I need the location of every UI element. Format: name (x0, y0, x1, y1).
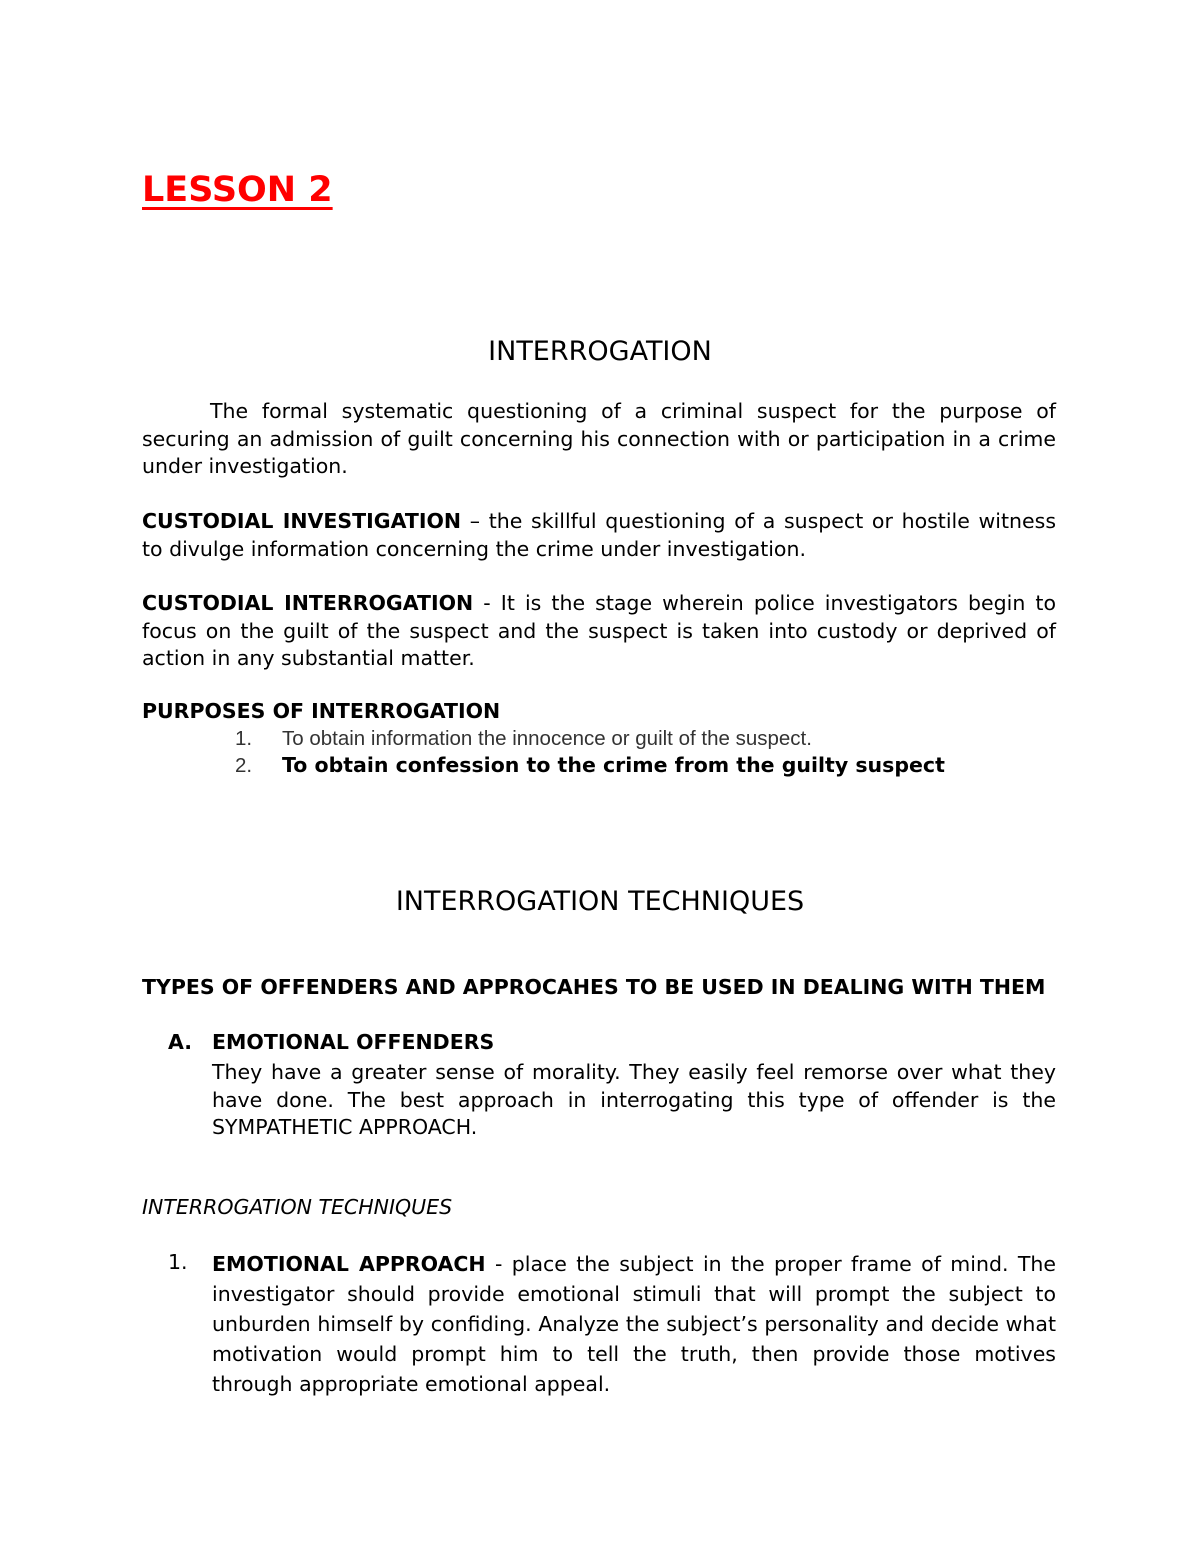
technique-1-text: - place the subject in the proper frame of mind. The investigator should provide emotional stimuli that will prompt the subject to unburden himself by confiding. Analyze the subject’s personality and decide what motivation would prompt him to tell the truth, then provide those motives through appropriate emotional appeal. (212, 1252, 1056, 1396)
section-title-interrogation: INTERROGATION (488, 336, 712, 367)
technique-1-term: EMOTIONAL APPROACH (212, 1252, 486, 1276)
techniques-subheading: INTERROGATION TECHNIQUES (142, 1195, 453, 1219)
purpose-number-1: 1. (235, 727, 253, 750)
purpose-item-2: To obtain confession to the crime from the guilty suspect (282, 753, 945, 777)
technique-1-paragraph (212, 1249, 1056, 1399)
custodial-investigation-text: – the skillful questioning of a suspect or hostile witness to divulge information concerning the crime under investigation. (142, 509, 1056, 561)
purpose-item-1: To obtain information the innocence or guilt of the suspect. (282, 727, 812, 750)
section-title-techniques: INTERROGATION TECHNIQUES (395, 886, 805, 917)
purpose-number-2: 2. (235, 754, 253, 777)
interrogation-definition: The formal systematic questioning of a criminal suspect for the purpose of securing an admission of guilt concerning his connection with or participation in a crime under investigation. (142, 399, 1056, 478)
custodial-interrogation-term: CUSTODIAL INTERROGATION (142, 591, 474, 615)
custodial-investigation-term: CUSTODIAL INVESTIGATION (142, 509, 462, 533)
technique-1-number: 1. (168, 1250, 188, 1274)
purposes-heading: PURPOSES OF INTERROGATION (142, 699, 501, 723)
offender-a-title: EMOTIONAL OFFENDERS (212, 1030, 495, 1054)
offender-types-heading: TYPES OF OFFENDERS AND APPROCAHES TO BE USED IN DEALING WITH THEM (142, 975, 1046, 999)
custodial-interrogation-text: - It is the stage wherein police investigators begin to focus on the guilt of the suspect and the suspect is taken into custody or deprived of action in any substantial matter. (142, 591, 1056, 670)
offender-a-letter: A. (168, 1030, 193, 1054)
custodial-interrogation-paragraph (142, 590, 1056, 673)
offender-a-description: They have a greater sense of morality. They easily feel remorse over what they have done. The best approach in interrogating this type of offender is the SYMPATHETIC APPROACH. (212, 1060, 1056, 1139)
lesson-title: LESSON 2 (142, 170, 333, 210)
custodial-investigation-paragraph (142, 508, 1056, 563)
